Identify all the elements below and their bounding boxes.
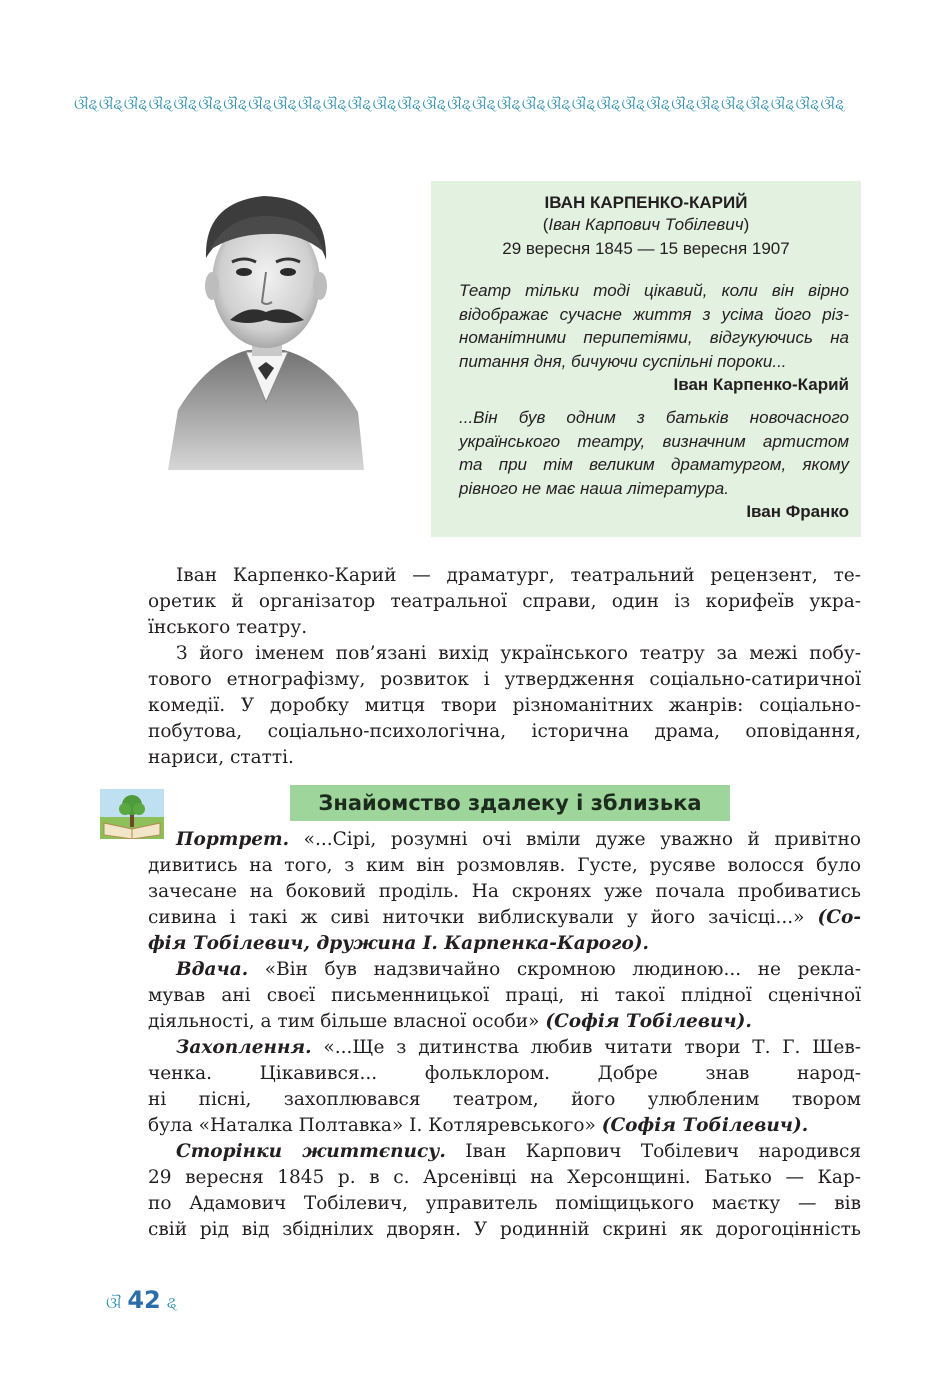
text-line: по Адамович Тобілевич, управитель поміщицького маєтку — вів [148, 1193, 861, 1214]
temper-paragraph [148, 957, 861, 1035]
page-footer [106, 1284, 178, 1316]
quote-line: Театр тільки тоді цікавий, коли він вірно [459, 281, 849, 300]
quote-line: питання дня, бичуючи суспільні пороки... [459, 351, 787, 371]
source-citation-cont: фія Тобілевич, дружина І. Карпенка-Карого). [148, 933, 649, 954]
real-name-text: Іван Карпович Тобілевич [548, 215, 744, 234]
quote-line: відображає сучасне життя з усіма його різ- [459, 304, 849, 324]
text-line: З його іменем пов’язані вихід українського театру за межі побу- [176, 643, 861, 664]
text-line [148, 905, 861, 931]
intro-paragraph-2 [148, 641, 861, 771]
quote-line: номанітними перипетіями, відгукуючись на [459, 328, 849, 347]
author-name-heading: ІВАН КАРПЕНКО-КАРИЙ [544, 193, 748, 212]
quote-1-author: Іван Карпенко-Карий [673, 375, 849, 394]
text-line: їнського театру. [148, 617, 308, 638]
text-line: свій рід від збіднілих дворян. У родинній скрині як дорогоцінність [148, 1219, 861, 1240]
text-line: 29 вересня 1845 р. в с. Арсенівці на Херсонщині. Батько — Кар- [148, 1167, 861, 1188]
text-line: комедії. У доробку митця твори різноманітних жанрів: соціально- [148, 695, 861, 716]
text-line: оретик й організатор театральної справи, один із корифеїв укра- [148, 591, 861, 612]
portrait-paragraph [148, 827, 861, 957]
text-span: сивина і такі ж сиві ниточки виблискували у його зачісці...» [148, 907, 818, 928]
footer-ornament-right: ୡ [166, 1293, 178, 1312]
author-real-name [443, 214, 849, 236]
quote-line: ...Він був одним з батьків новочасного [459, 408, 849, 427]
text-span: «...Ще з дитинства любив читати твори Т. Г. Шев- [311, 1037, 861, 1058]
term-storinky: Сторінки життєпису. [176, 1141, 446, 1162]
top-ornament-band [74, 93, 864, 115]
text-line: мував ані своєї письменницької праці, ні такої плідної сценічної [148, 985, 861, 1006]
source-citation: (Со- [817, 907, 861, 928]
page-number: 42 [127, 1286, 161, 1314]
quote-line: рівного не має наша література. [459, 478, 729, 498]
term-portret: Портрет. [176, 829, 290, 850]
text-line: нариси, статті. [148, 747, 294, 768]
paren-close: ) [743, 215, 750, 234]
text-line: дивитись на того, з ким він розмовляв. Густе, русяве волосся було [148, 855, 861, 876]
text-line: побутова, соціально-психологічна, історична драма, оповідання, [148, 721, 861, 742]
text-line: зачесане на боковий проділь. На скронях уже почала пробиватись [148, 881, 861, 902]
footer-ornament-left: ଔ [106, 1293, 122, 1312]
quote-line: українського театру, визначним артистом [459, 431, 849, 451]
biography-paragraph [148, 1139, 861, 1243]
source-citation: (Софія Тобілевич). [601, 1115, 809, 1136]
text-line [148, 827, 861, 853]
source-citation: (Софія Тобілевич). [545, 1011, 752, 1032]
text-line: ні пісні, захоплювався театром, його улюбленим твором [148, 1089, 861, 1110]
life-dates: 29 вересня 1845 — 15 вересня 1907 [502, 239, 790, 258]
text-span: «Він був надзвичайно скромною людиною... не рекла- [248, 959, 861, 980]
epigraph-quote-2 [443, 406, 849, 500]
quote-2-author: Іван Франко [746, 502, 849, 521]
text-span: діяльності, а тим більше власної особи» [148, 1011, 546, 1032]
text-span: була «Наталка Полтавка» І. Котляревського» [148, 1115, 602, 1136]
section-title: Знайомство здалеку і зблизька [290, 785, 730, 821]
text-line [148, 957, 861, 983]
text-span: Іван Карпович Тобілевич народився [445, 1141, 861, 1162]
text-line [148, 1009, 861, 1035]
ornament-glyphs: ଔୡଔୡଔୡଔୡଔୡଔୡଔୡଔୡଔୡଔୡଔୡଔୡଔୡଔୡଔୡଔୡଔୡଔୡଔୡଔୡଔୡଔୡଔୡଔୡଔୡଔୡଔୡଔୡଔୡଔୡଔୡ [74, 95, 846, 113]
epigraph-quote-1 [443, 279, 849, 373]
text-line: ченка. Цікавився... фольклором. Добре знав народ- [148, 1063, 861, 1084]
portrait-illustration [168, 180, 364, 470]
text-line [148, 1035, 861, 1061]
term-vdacha: Вдача. [176, 959, 249, 980]
text-span: «...Сірі, розумні очі вміли дуже уважно й привітно [289, 829, 861, 850]
hobbies-paragraph [148, 1035, 861, 1139]
biography-info-box [431, 181, 861, 537]
text-line: тового етнографізму, розвиток і утвердження соціально-сатиричної [148, 669, 861, 690]
text-line [148, 1139, 861, 1165]
paren-open: ( [542, 215, 549, 234]
term-zakhoplennia: Захоплення. [176, 1037, 312, 1058]
quote-line: та при тім великим драматургом, якому [459, 455, 849, 474]
intro-paragraph-1 [148, 563, 861, 641]
text-line [148, 1113, 861, 1139]
text-line: Іван Карпенко-Карий — драматург, театральний рецензент, те- [176, 565, 861, 586]
